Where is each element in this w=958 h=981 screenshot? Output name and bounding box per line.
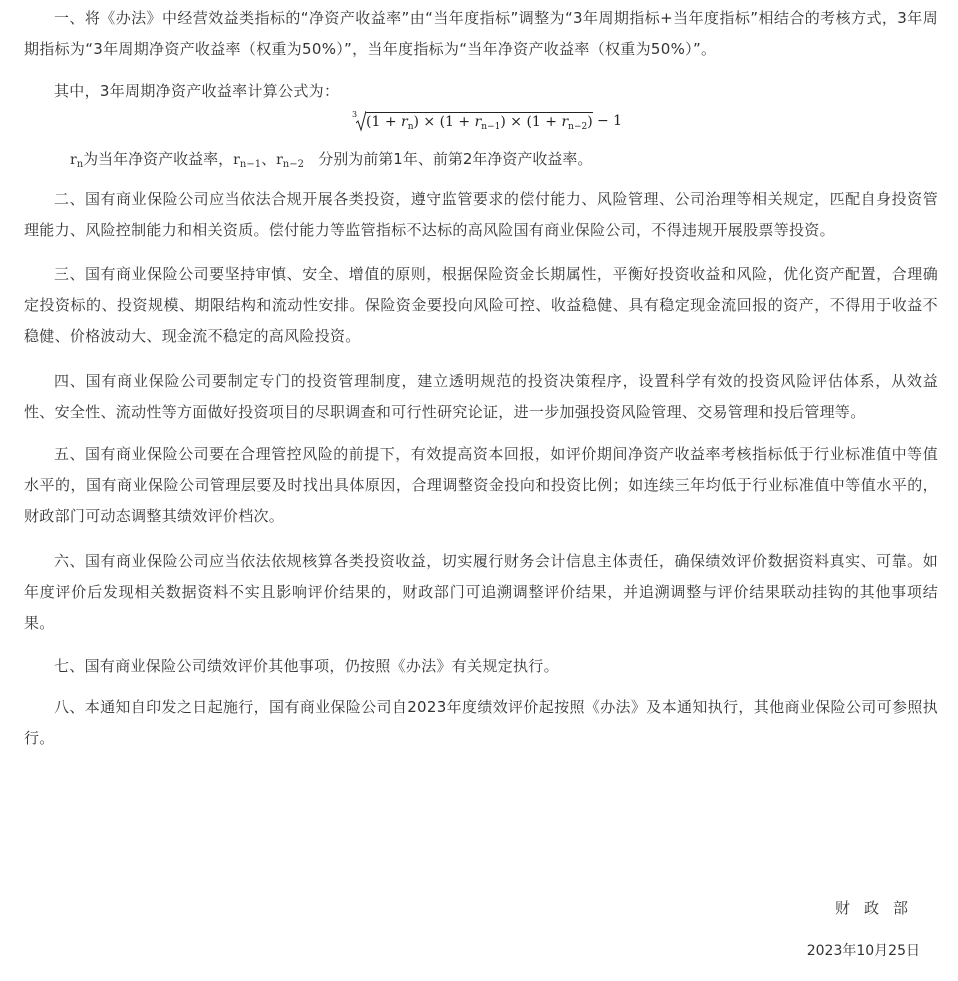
radicand-part: ) × (1 + — [413, 114, 475, 130]
radicand-var: r — [474, 114, 482, 130]
var-sub: n−2 — [282, 159, 304, 170]
formula-intro: 其中，3年周期净资产收益率计算公式为： — [54, 82, 340, 100]
var-rn-1 — [233, 152, 261, 168]
radicand-sub: n — [407, 122, 414, 132]
var-sub: n — [76, 159, 84, 170]
paragraph-8: 八、本通知自印发之日起施行，国有商业保险公司自2023年度绩效评价起按照《办法》及本通知执行，其他商业保险公司可参照执行。 — [24, 698, 938, 747]
paragraph-3: 三、国有商业保险公司要坚持审慎、安全、增值的原则，根据保险资金长期属性，平衡好投资收益和风险，优化资产配置，合理确定投资标的、投资规模、期限结构和流动性安排。保险资金要投向风险可控、收益稳健、具有稳定现金流回报的资产，不得用于收益不稳健、价格波动大、现金流不稳定的高风险投资。 — [24, 265, 938, 345]
var-r: r — [70, 152, 77, 168]
radicand-sub: n−1 — [481, 122, 501, 132]
radicand-var: r — [401, 114, 408, 130]
definition-text: 为当年净资产收益率， — [83, 150, 234, 168]
paragraph-4: 四、国有商业保险公司要制定专门的投资管理制度，建立透明规范的投资决策程序，设置科学有效的投资风险评估体系，从效益性、安全性、流动性等方面做好投资项目的尽职调查和可行性研究论证，进一步加强投资风险管理、交易管理和投后管理等。 — [24, 372, 938, 421]
radicand-part: ) — [587, 114, 593, 130]
paragraph-7: 七、国有商业保险公司绩效评价其他事项，仍按照《办法》有关规定执行。 — [54, 657, 559, 675]
radical-sign-icon — [356, 110, 366, 132]
paragraph-5: 五、国有商业保险公司要在合理管控风险的前提下，有效提高资本回报，如评价期间净资产收益率考核指标低于行业标准值中等值水平的，国有商业保险公司管理层要及时找出具体原因，合理调整资金投向和投资比例；如连续三年均低于行业标准值中等值水平的，财政部门可动态调整其绩效评价档次。 — [24, 445, 938, 525]
separator: 、 — [261, 150, 277, 168]
radicand-var: r — [561, 114, 569, 130]
issuer-signature: 财政部 — [834, 899, 922, 917]
paragraph-2: 二、国有商业保险公司应当依法合规开展各类投资，遵守监管要求的偿付能力、风险管理、公司治理等相关规定，匹配自身投资管理能力、风险控制能力和相关资质。偿付能力等监管指标不达标的高风险国有商业保险公司，不得违规开展股票等投资。 — [24, 190, 938, 239]
definition-text: 分别为前第1年、前第2年净资产收益率。 — [318, 150, 593, 168]
paragraph-6: 六、国有商业保险公司应当依法依规核算各类投资收益，切实履行财务会计信息主体责任，确保绩效评价数据资料真实、可靠。如年度评价后发现相关数据资料不实且影响评价结果的，财政部门可追溯调整评价结果，并追溯调整与评价结果联动挂钩的其他事项结果。 — [24, 552, 938, 632]
var-r: r — [233, 152, 240, 168]
issue-date: 2023年10月25日 — [806, 943, 920, 959]
var-rn — [70, 152, 83, 168]
var-rn-2 — [276, 152, 304, 168]
radicand-sub: n−2 — [568, 122, 588, 132]
root-index: 3 — [352, 110, 358, 119]
radicand-part: ) × (1 + — [500, 114, 562, 130]
var-sub: n−1 — [239, 159, 262, 170]
radicand — [366, 112, 593, 132]
formula-minus-one: − 1 — [597, 113, 623, 129]
var-r: r — [276, 152, 283, 168]
paragraph-1: 一、将《办法》中经营效益类指标的“净资产收益率”由“当年度指标”调整为“3年周期指标+当年度指标”相结合的考核方式，3年周期指标为“3年周期净资产收益率（权重为50%）”，当年度指标为“当年净资产收益率（权重为50%）”。 — [24, 9, 938, 58]
radicand-part: (1 + — [366, 114, 401, 130]
variable-definitions — [70, 144, 592, 180]
